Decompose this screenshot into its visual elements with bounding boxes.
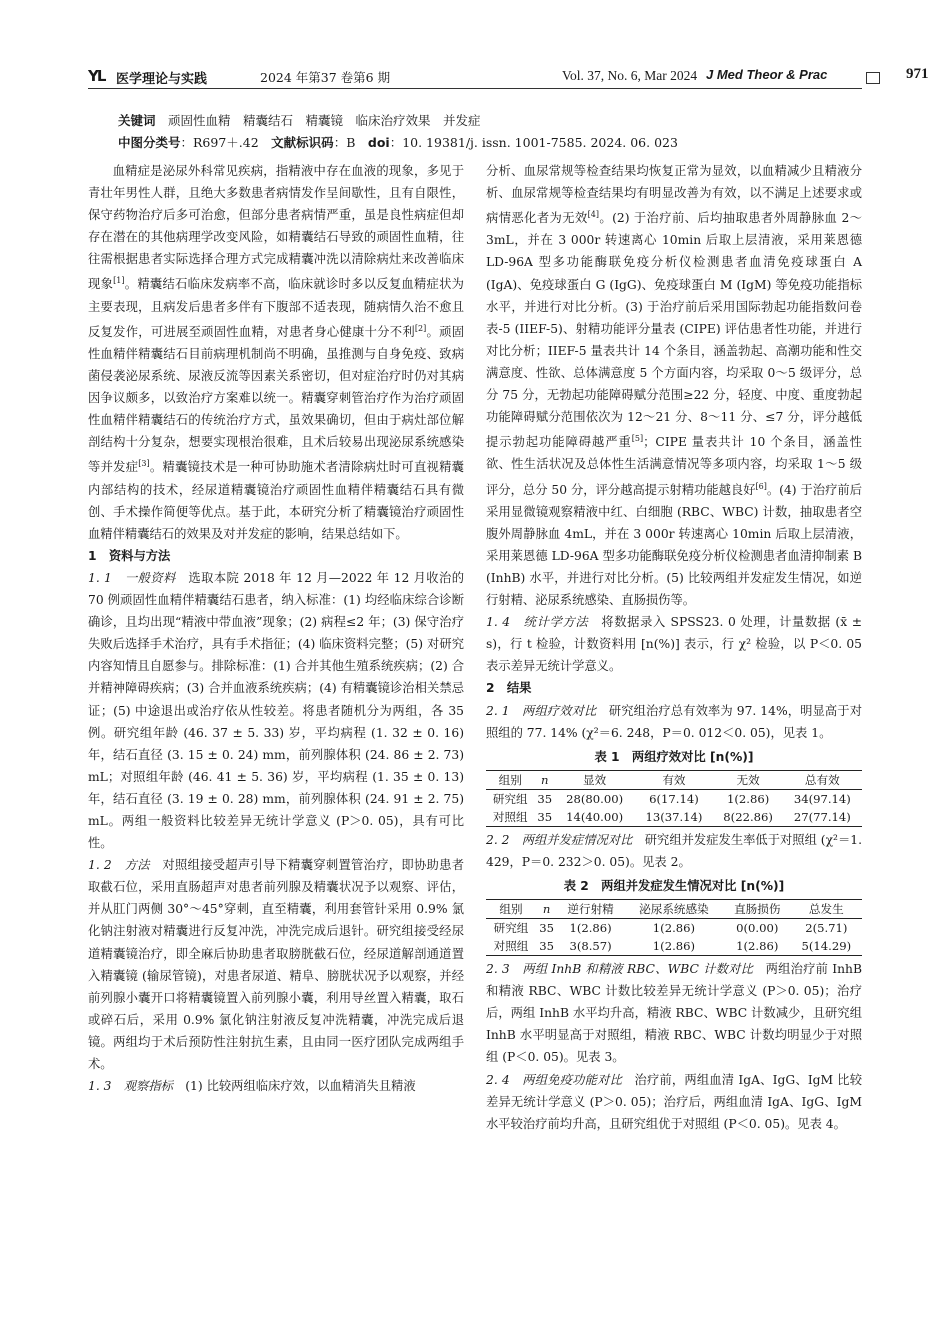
citation-5: [5] <box>631 434 644 444</box>
doc-code-value: ：B <box>333 135 368 150</box>
citation-6: [6] <box>755 481 767 491</box>
table-header-cell: 总发生 <box>808 902 844 917</box>
table-cell: 1(2.86) <box>569 921 612 936</box>
section-heading-2: 2 结果 <box>486 681 532 696</box>
table-header-cell: 无效 <box>736 772 760 787</box>
subsection-heading: 1. 3 观察指标 <box>88 1079 173 1094</box>
subsection-2-4: 2. 4 两组免疫功能对比 治疗前，两组血清 IgA、IgG、IgM 比较差异无统计学意义 (P＞0. 05)；治疗后，两组血清 IgA、IgG、IgM 水平较治疗前均升高，且研究组优于对照组 (P＜0. 05)。见表 4。 <box>486 1072 862 1131</box>
table-header-cell: 直肠损伤 <box>734 902 781 917</box>
subsection-2-1: 2. 1 两组疗效对比 研究组治疗总有效率为 97. 14%，明显高于对照组的 77. 14% (χ²＝6. 248，P＝0. 012＜0. 05)，见表 1。 <box>486 703 862 740</box>
running-header <box>88 66 929 89</box>
header-box-icon <box>866 72 880 84</box>
subsection-heading: 1. 2 方法 <box>88 858 150 873</box>
table-cell: 对照组 <box>492 809 528 824</box>
table-cell: 6(17.14) <box>649 791 699 806</box>
journal-logo: YL <box>88 67 105 85</box>
keywords-line <box>118 110 858 132</box>
table-cell: 27(77.14) <box>793 809 851 824</box>
classification-line <box>118 132 858 154</box>
subsection-1-4: 1. 4 统计学方法 将数据录入 SPSS23. 0 处理，计量数据 (x̄ ± s)，行 t 检验，计数资料用 [n(%)] 表示，行 χ² 检验，以 P＜0. 05 表示差异无统计学意义。 <box>486 615 862 674</box>
table-cell: 35 <box>537 809 553 824</box>
journal-abbr: J Med Theor & Prac <box>706 67 828 82</box>
subsection-1-3: 1. 3 观察指标 (1) 比较两组临床疗效，以血精消失且精液 <box>88 1079 416 1094</box>
table-cell: 8(22.86) <box>723 809 773 824</box>
subsection-2-3: 2. 3 两组 InhB 和精液 RBC、WBC 计数对比 两组治疗前 InhB 和精液 RBC、WBC 计数比较差异无统计学意义 (P＞0. 05)；治疗后，两组 InhB 水平均升高，精液 RBC、WBC 计数减少，且研究组 InhB 水平明显高于对照组，精液 RBC、WBC 计数均明显少于对照组 (P＜0. 05)。见表 3。 <box>486 962 862 1065</box>
table-header-cell: 逆行射精 <box>567 902 614 917</box>
table-cell: 对照组 <box>493 939 529 954</box>
table-cell: 5(14.29) <box>801 939 852 954</box>
doi-label: doi <box>367 135 390 150</box>
table-header-cell: 显效 <box>583 772 607 787</box>
table-row <box>486 937 862 956</box>
subsection-heading: 2. 3 两组 InhB 和精液 RBC、WBC 计数对比 <box>486 962 754 977</box>
left-column <box>88 160 464 1097</box>
table-header-cell: 组别 <box>498 772 522 787</box>
table-cell: 1(2.86) <box>652 939 696 954</box>
table-row <box>486 808 862 827</box>
table-header-cell: 组别 <box>499 902 523 917</box>
table-header-cell: 有效 <box>662 772 686 787</box>
table-1-caption: 表 1 两组疗效对比 [n(%)] <box>594 749 754 764</box>
intro-paragraph: 血精症是泌尿外科常见疾病，指精液中存在血液的现象，多见于青壮年男性人群，且绝大多数患者病情发作呈间歇性，且有自限性，保守药物治疗后多可治愈，但部分患者病情严重，虽是良性病症但却存在潜在的其他病理学改变风险，如精囊结石导致的顽固性血精，往往需根据患者实际选择合理方式完成精囊冲洗以清除病灶来改善临床现象[1]。精囊结石临床发病率不高，临床就诊时多以反复血精症状为主要表现，且病发后患者多伴有下腹部不适表现，随病情久治不愈且反复发作，可进展至顽固性血精，对患者身心健康十分不利[2]。顽固性血精伴精囊结石目前病理机制尚不明确，虽推测与自身免疫、致病菌侵袭泌尿系统、尿液反流等因素关系密切，但对症治疗时仍对其病因争议颇多，以致治疗方案难以统一。精囊穿刺管治疗作为治疗顽固性血精伴精囊结石的传统治疗方式，虽效果确切，但由于病灶部位解剖结构十分复杂，想要实现根治很难，且术后较易出现泌尿系统感染等并发症[3]。精囊镜技术是一种可协助施术者清除病灶时可直视精囊内部结构的技术，经尿道精囊镜治疗顽固性血精伴精囊结石具有微创、手术操作简便等优点。基于此，本研究分析了精囊镜治疗顽固性血精伴精囊结石的效果及对并发症的影响，结果总结如下。 <box>88 164 464 541</box>
table-row <box>486 789 862 808</box>
clc-label: 中图分类号 <box>118 135 181 150</box>
subsection-1-3-continued: 分析、血尿常规等检查结果均恢复正常为显效，以血精减少且精液分析、血尿常规等检查结果均有明显改善为有效，以不满足上述要求或病情恶化者为无效[4]。(2) 于治疗前、后均抽取患者外周静脉血 2～3mL，并在 3 000r 转速离心 10min 后取上层清液，采用莱恩德 LD-96A 型多功能酶联免疫分析仪检测患者血清免疫球蛋白 A (IgA)、免疫球蛋白 G (IgG)、免疫球蛋白 M (IgM) 等免疫功能指标水平，并进行对比分析。(3) 于治疗前后采用国际勃起功能指数问卷表-5 (IIEF-5)、射精功能评分量表 (CIPE) 评估患者性功能，并进行对比分析；IIEF-5 量表共计 14 个条目，涵盖勃起、高潮功能和性交满意度、性欲、总体满意度 5 个方面内容，均采取 0～5 级评分，总分 75 分，无勃起功能障碍赋分范围≥22 分，轻度、中度、重度勃起功能障碍赋分范围依次为 12～21 分、8～11 分、≤7 分，评分越低提示勃起功能障碍越严重[5]；CIPE 量表共计 10 个条目，涵盖性欲、性生活状况及总体性生活满意情况等多项内容，均采取 1～5 级评分，总分 50 分，评分越高提示射精功能越良好[6]。(4) 于治疗前后采用显微镜观察精液中红、白细胞 (RBC、WBC) 计数，抽取患者空腹外周静脉血 4mL，并在 3 000r 转速离心 10min 后取上层清液，采用莱恩德 LD-96A 型多功能酶联免疫分析仪检测患者血清抑制素 B (InhB) 水平，并进行对比分析。(5) 比较两组并发症发生情况，如逆行射精、泌尿系统感染、直肠损伤等。 <box>486 164 863 608</box>
citation-4: [4] <box>587 210 599 220</box>
table-cell: 2(5.71) <box>805 921 848 936</box>
table-cell: 研究组 <box>492 791 528 806</box>
table-cell: 28(80.00) <box>566 791 624 806</box>
table-row <box>486 919 862 938</box>
subsection-heading: 1. 1 一般资料 <box>88 570 176 585</box>
clc-value: ：R697＋.42 <box>180 135 272 150</box>
table-cell: 1(2.86) <box>726 791 770 806</box>
table-cell: 35 <box>537 791 553 806</box>
subsection-heading: 2. 1 两组疗效对比 <box>486 703 597 718</box>
table-cell: 14(40.00) <box>566 809 624 824</box>
keywords-block <box>118 110 858 154</box>
citation-3: [3] <box>138 459 150 469</box>
subsection-2-2: 2. 2 两组并发症情况对比 研究组并发症发生率低于对照组 (χ²＝1. 429，P＝0. 232＞0. 05)。见表 2。 <box>486 832 863 869</box>
table-cell: 35 <box>539 939 554 954</box>
section-heading-1: 1 资料与方法 <box>88 548 171 563</box>
table-header-cell: n <box>540 772 549 787</box>
table-cell: 1(2.86) <box>736 939 779 954</box>
right-column <box>486 160 862 1135</box>
journal-name-cn: 医学理论与实践 <box>116 72 208 87</box>
page-number: 971 <box>906 66 929 82</box>
citation-2: [2] <box>414 323 427 333</box>
table-cell: 35 <box>539 921 554 936</box>
table-cell: 3(8.57) <box>569 939 612 954</box>
table-cell: 34(97.14) <box>793 791 851 806</box>
keywords-text: 顽固性血精 精囊结石 精囊镜 临床治疗效果 并发症 <box>155 113 481 128</box>
table-header-cell: 总有效 <box>804 772 840 787</box>
table-2-caption: 表 2 两组并发症发生情况对比 [n(%)] <box>563 879 785 893</box>
subsection-heading: 2. 4 两组免疫功能对比 <box>486 1072 623 1087</box>
subsection-1-2: 1. 2 方法 对照组接受超声引导下精囊穿刺置管治疗，即协助患者取截石位，采用直肠超声对患者前列腺及精囊状况予以观察、评估，并从肛门两侧 30°～45°穿刺，直至精囊，利用套管针采用 0.9% 氯化钠注射液对精囊进行反复冲洗，冲洗完成后退针。研究组接受经尿道精囊镜治疗，即全麻后协助患者取膀胱截石位，经尿道解剖通道置入精囊镜 (输尿管镜)，对患者尿道、精阜、膀胱状况予以观察，并经前列腺小囊开口将精囊镜置入前列腺小囊，利用导丝置入精囊，取石或碎石后，采用 0.9% 氯化钠注射液反复冲洗精囊，冲洗完成后退镜。两组均于术后预防性注射抗生素，且由同一医疗团队完成两组手术。 <box>88 858 464 1072</box>
table-cell: 1(2.86) <box>652 921 696 936</box>
table-cell: 0(0.00) <box>736 921 779 936</box>
doi-value: ：10. 19381/j. issn. 1001-7585. 2024. 06. 023 <box>389 135 678 150</box>
table-cell: 13(37.14) <box>645 809 703 824</box>
table-cell: 研究组 <box>493 921 529 936</box>
subsection-heading: 1. 4 统计学方法 <box>486 615 589 630</box>
subsection-1-1: 1. 1 一般资料 选取本院 2018 年 12 月—2022 年 12 月收治的 70 例顽固性血精伴精囊结石患者，纳入标准：(1) 均经临床综合诊断确诊，且均出现“精液中带血液”现象；(2) 病程≤2 年；(3) 保守治疗失败后选择手术治疗，具有手术指征；(4) 临床资料完整；(5) 对研究内容知情且自愿参与。排除标准：(1) 合并其他生殖系统疾病；(2) 合并精神障碍疾病；(3) 合并血液系统疾病；(4) 有精囊镜诊治相关禁忌证；(5) 中途退出或治疗依从性较差。将患者随机分为两组，各 35 例。研究组年龄 (46. 37 ± 5. 33) 岁，平均病程 (1. 32 ± 0. 16) 年，结石直径 (3. 15 ± 0. 24) mm，前列腺体积 (24. 86 ± 2. 73) mL；对照组年龄 (46. 41 ± 5. 36) 岁，平均病程 (1. 35 ± 0. 13) 年，结石直径 (3. 19 ± 0. 28) mm，前列腺体积 (24. 91 ± 2. 75) mL。两组一般资料比较差异无统计学意义 (P＞0. 05)，具有可比性。 <box>88 570 464 851</box>
issue-cn: 2024 年第37 卷第6 期 <box>260 70 391 85</box>
table-header-cell: n <box>542 902 551 917</box>
doc-code-label: 文献标识码 <box>271 135 334 150</box>
table-2 <box>486 899 862 956</box>
table-1 <box>486 770 862 827</box>
table-header-cell: 泌尿系统感染 <box>639 902 709 917</box>
issue-en: Vol. 37, No. 6, Mar 2024 <box>562 68 698 83</box>
citation-1: [1] <box>113 276 125 286</box>
subsection-heading: 2. 2 两组并发症情况对比 <box>486 832 633 847</box>
keywords-label: 关键词 <box>118 113 156 128</box>
